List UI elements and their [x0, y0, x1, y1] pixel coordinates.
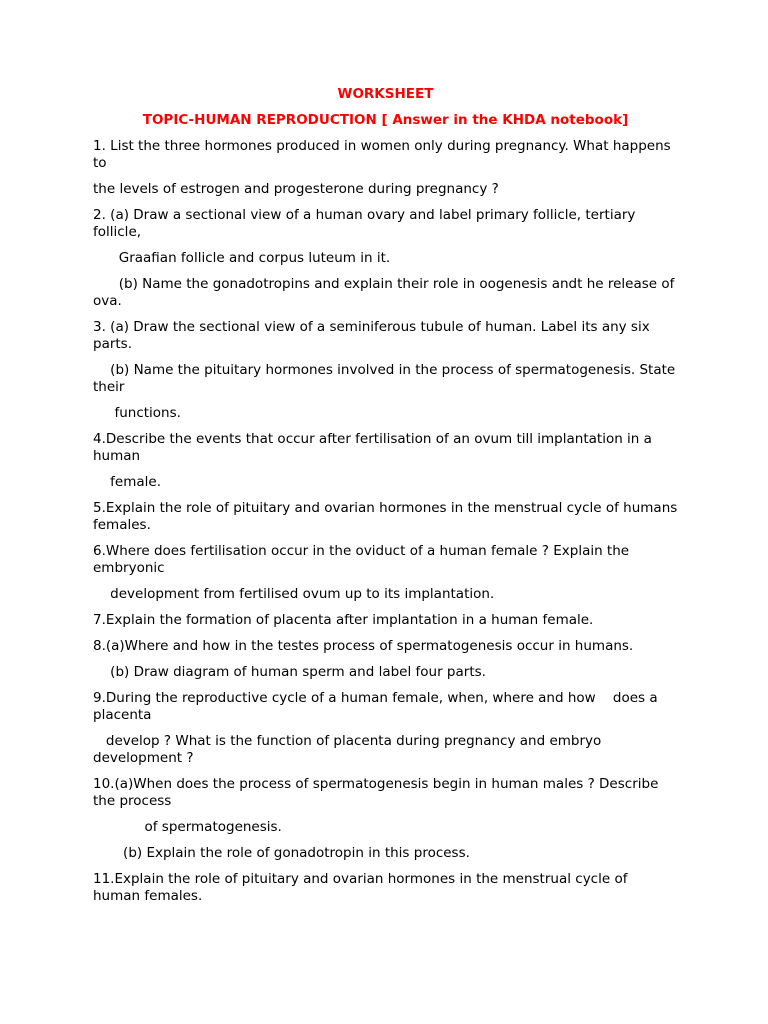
question-3b-line-2: functions.: [93, 405, 181, 421]
question-5: 5.Explain the role of pituitary and ovarian hormones in the menstrual cycle of humans females.: [93, 500, 682, 533]
question-1-line-2: the levels of estrogen and progesterone during pregnancy ?: [93, 181, 499, 197]
question-2b: (b) Name the gonadotropins and explain their role in oogenesis andt he release of ova.: [93, 276, 679, 309]
question-4-line-2: female.: [93, 474, 162, 490]
question-1-line-1: 1. List the three hormones produced in women only during pregnancy. What happens to: [93, 138, 676, 171]
question-3b-line-1: (b) Name the pituitary hormones involved in the process of spermatogenesis. State their: [93, 362, 680, 395]
question-8b: (b) Draw diagram of human sperm and label four parts.: [93, 664, 486, 680]
question-4-line-1: 4.Describe the events that occur after fertilisation of an ovum till implantation in a human: [93, 431, 657, 464]
question-2a-line-1: 2. (a) Draw a sectional view of a human ovary and label primary follicle, tertiary follicle,: [93, 207, 640, 240]
question-2a-line-2: Graafian follicle and corpus luteum in it.: [93, 250, 391, 266]
question-10a-line-2: of spermatogenesis.: [93, 819, 282, 835]
question-10a-line-1: 10.(a)When does the process of spermatogenesis begin in human males ? Describe the process: [93, 776, 663, 809]
question-9-line-2: develop ? What is the function of placenta during pregnancy and embryo development ?: [93, 733, 606, 766]
question-11: 11.Explain the role of pituitary and ovarian hormones in the menstrual cycle of human females.: [93, 871, 632, 904]
question-8a: 8.(a)Where and how in the testes process of spermatogenesis occur in humans.: [93, 638, 634, 654]
question-3a: 3. (a) Draw the sectional view of a seminiferous tubule of human. Label its any six parts.: [93, 319, 655, 352]
question-6-line-1: 6.Where does fertilisation occur in the oviduct of a human female ? Explain the embryonic: [93, 543, 634, 576]
question-9-line-1: 9.During the reproductive cycle of a human female, when, where and how does a placenta: [93, 690, 662, 723]
question-7: 7.Explain the formation of placenta after implantation in a human female.: [93, 612, 594, 628]
question-10b: (b) Explain the role of gonadotropin in this process.: [93, 845, 470, 861]
worksheet-title: WORKSHEET: [337, 86, 434, 102]
question-6-line-2: development from fertilised ovum up to its implantation.: [93, 586, 495, 602]
worksheet-page: [93, 86, 682, 914]
worksheet-topic: TOPIC-HUMAN REPRODUCTION [ Answer in the KHDA notebook]: [142, 112, 629, 128]
